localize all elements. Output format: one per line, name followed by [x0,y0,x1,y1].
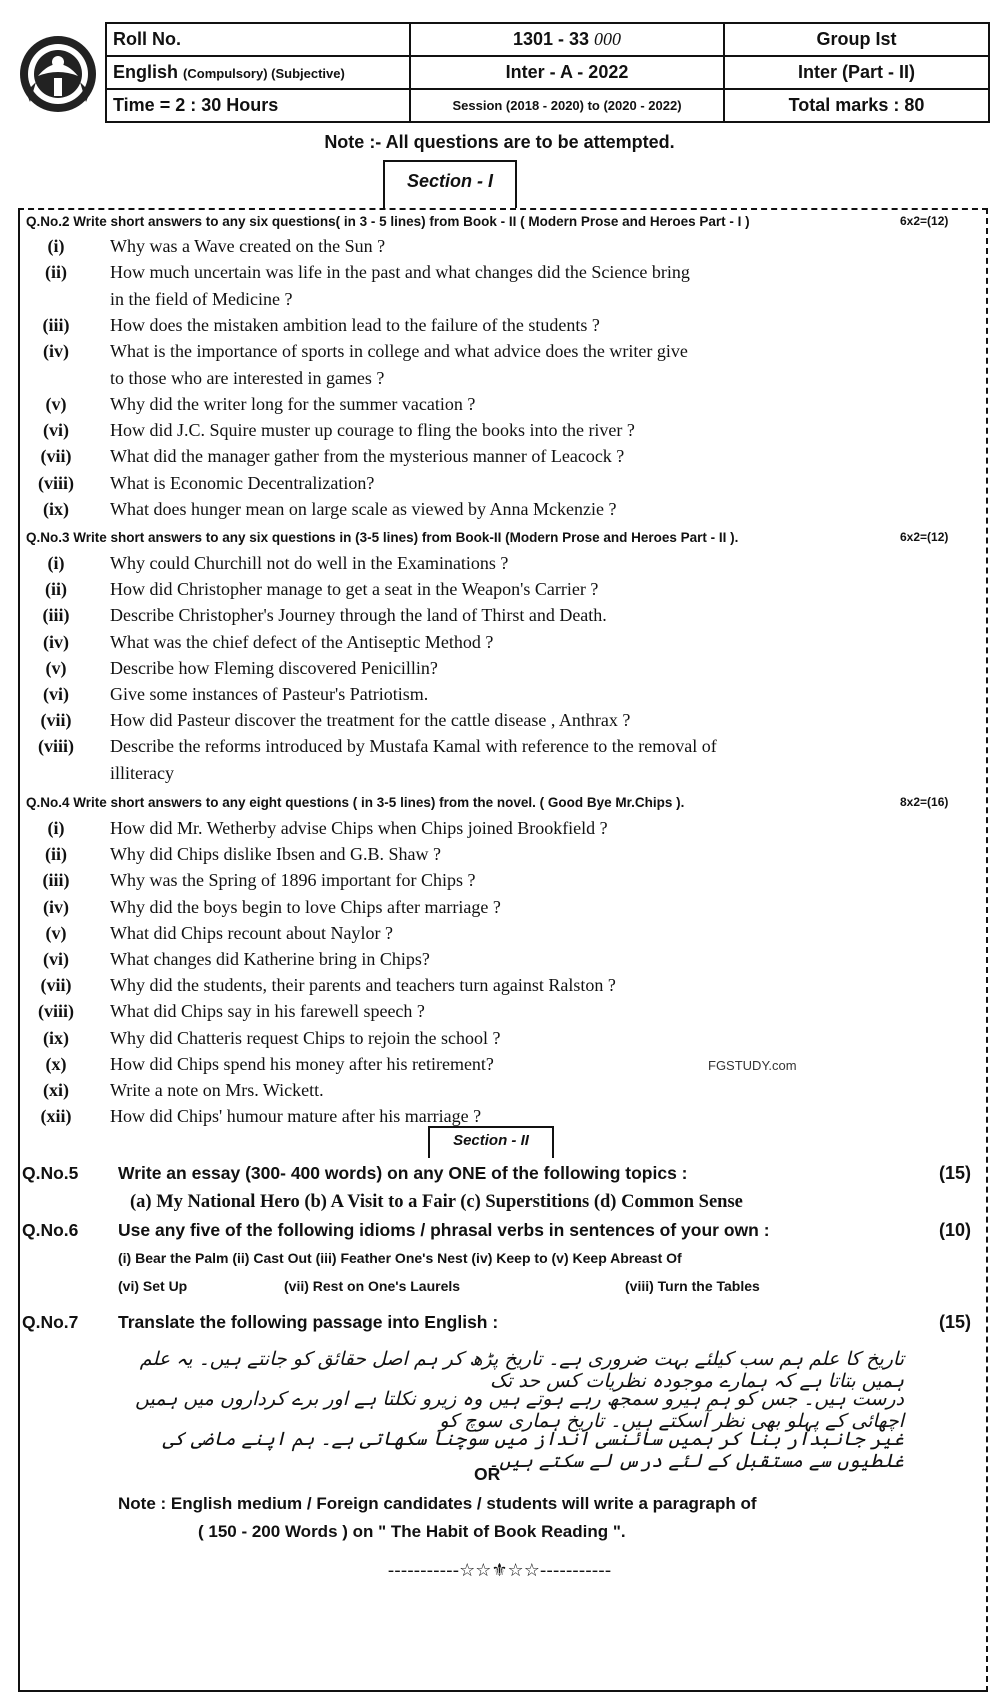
q4-item-text: How did Chips' humour mature after his marriage ? [110,1106,482,1127]
section-2-heading: Section - II [428,1126,554,1158]
q2-item-number: (iii) [42,314,70,335]
q3-item-text: illiteracy [110,762,174,783]
q4-marks: 8x2=(16) [900,795,949,809]
q4-item-text: How did Mr. Wetherby advise Chips when Chips joined Brookfield ? [110,818,608,838]
roll-label: Roll No. [106,23,410,56]
group: Group Ist [724,23,989,56]
q5-text: Write an essay (300- 400 words) on any ONE of the following topics : [118,1163,688,1183]
q4-heading: Q.No.4 Write short answers to any eight questions ( in 3-5 lines) from the novel. ( Good Bye Mr.Chips ). [26,795,685,810]
q2-item-number: (vii) [40,446,72,467]
q4-item-number: (v) [45,922,67,943]
q4-item-text: Why did Chips dislike Ibsen and G.B. Shaw ? [110,844,441,865]
urdu-line-1: تاریخ کا علم ہم سب کیلئے بہت ضروری ہے۔ تاریخ پڑھ کر ہم اصل حقائق کو جانتے ہیں۔ یہ علم ہمیں بتاتا ہے کہ ہمارے موجودہ نظریات کس حد تک [139,1348,904,1392]
q2-item-text: Why was a Wave created on the Sun ? [110,236,386,256]
q7-label: Q.No.7 [22,1312,79,1332]
q2-item-text: How did J.C. Squire muster up courage to fling the books into the river ? [110,420,635,441]
q3-item-text: Describe the reforms introduced by Mustafa Kamal with reference to the removal of [110,736,717,757]
time: Time = 2 : 30 Hours [106,89,410,122]
board-logo [16,32,100,116]
q2-item-text: What did the manager gather from the mysterious manner of Leacock ? [110,446,625,467]
q7-note-line-1: Note : English medium / Foreign candidates / students will write a paragraph of [118,1494,757,1513]
q6-idiom-6: (vi) Set Up [118,1278,188,1294]
q4-item-number: (xi) [43,1080,69,1100]
footer-ornament: -----------☆☆⚜☆☆----------- [387,1560,612,1581]
q2-item-text: How much uncertain was life in the past and what changes did the Science bring [110,262,690,283]
section-1-heading: Section - I [383,160,517,208]
q2-heading: Q.No.2 Write short answers to any six questions( in 3 - 5 lines) from Book - II ( Modern Prose and Heroes Part - I ) [26,214,750,229]
exam-name: Inter - A - 2022 [410,56,724,89]
q3-item-number: (iii) [42,605,70,626]
q3-item-text: Describe how Fleming discovered Penicillin? [110,657,438,678]
general-note: Note :- All questions are to be attempted. [324,132,675,152]
q3-item-text: Describe Christopher's Journey through the land of Thirst and Death. [110,605,607,626]
q2-item-text: What does hunger mean on large scale as viewed by Anna Mckenzie ? [110,499,617,519]
q4-item-number: (iii) [42,870,70,891]
q3-item-number: (ii) [45,579,67,600]
q2-item-number: (v) [45,393,67,414]
q4-item-text: What did Chips recount about Naylor ? [110,922,393,943]
q4-item-number: (ii) [45,844,67,865]
q6-label: Q.No.6 [22,1220,79,1240]
header-table [105,22,990,123]
q2-item-text: to those who are interested in games ? [110,367,385,388]
q7-note-line-2: ( 150 - 200 Words ) on " The Habit of Book Reading ". [198,1522,626,1541]
q2-item-text: in the field of Medicine ? [110,288,293,309]
q3-item-text: Why could Churchill not do well in the Examinations ? [110,553,509,573]
q2-item-number: (vi) [43,420,69,441]
q4-item-number: (x) [45,1053,67,1074]
q4-item-number: (viii) [38,1001,74,1022]
q3-item-number: (i) [47,553,65,573]
q2-item-text: How does the mistaken ambition lead to the failure of the students ? [110,314,600,335]
urdu-line-2: درست ہیں۔ جس کو ہم ہیرو سمجھ رہے ہوتے ہیں وہ زیرو نکلتا ہے اور برے کرداروں میں ہمیں اچھائی کے پہلو بھی نظر آسکتے ہیں۔ تاریخ ہماری سوچ کو [135,1388,904,1432]
session: Session (2018 - 2020) to (2020 - 2022) [410,89,724,122]
q2-marks: 6x2=(12) [900,214,949,228]
q4-item-number: (vi) [43,949,69,969]
q3-item-number: (vi) [43,684,69,704]
q3-item-text: How did Pasteur discover the treatment for the cattle disease , Anthrax ? [110,710,631,731]
q5-marks: (15) [938,1163,971,1183]
q4-item-text: How did Chips spend his money after his retirement? [110,1053,494,1074]
roll-number: 1301 - 33 000 [410,23,724,56]
q4-item-text: Why was the Spring of 1896 important for Chips ? [110,870,476,891]
q6-idiom-7: (vii) Rest on One's Laurels [284,1278,461,1294]
q3-item-text: Give some instances of Pasteur's Patriotism. [110,684,429,704]
q3-item-number: (vii) [40,710,72,731]
watermark: FGSTUDY.com [708,1058,797,1073]
q2-item-number: (iv) [43,341,69,362]
urdu-line-3: غیر جانبدار بنا کر ہمیں سائنسی انداز میں سوچنا سکھاتی ہے۔ ہم اپنے ماضی کی غلطیوں سے مستقبل کے لئے درس لے سکتے ہیں۔ [162,1428,904,1472]
q5-label: Q.No.5 [22,1163,79,1183]
q4-item-text: Why did Chatteris request Chips to rejoin the school ? [110,1027,501,1048]
q3-item-number: (v) [45,657,67,678]
q7-marks: (15) [938,1312,971,1332]
q7-text: Translate the following passage into English : [118,1312,499,1332]
q4-item-number: (i) [47,818,65,838]
q4-item-text: Why did the boys begin to love Chips after marriage ? [110,896,501,917]
q3-item-text: How did Christopher manage to get a seat in the Weapon's Carrier ? [110,579,599,600]
subject: English (Compulsory) (Subjective) [106,56,410,89]
or-label: OR [474,1464,501,1484]
q2-item-number: (ii) [45,262,67,283]
q2-item-text: What is the importance of sports in college and what advice does the writer give [110,341,688,362]
q6-idiom-8: (viii) Turn the Tables [625,1278,760,1294]
total-marks: Total marks : 80 [724,89,989,122]
q4-item-number: (ix) [43,1027,69,1048]
q3-item-number: (iv) [43,631,69,652]
part: Inter (Part - II) [724,56,989,89]
q4-item-text: What did Chips say in his farewell speech ? [110,1001,425,1022]
q2-item-number: (ix) [43,499,69,519]
q4-item-number: (xii) [40,1106,72,1127]
q3-marks: 6x2=(12) [900,530,949,544]
q2-item-number: (i) [47,236,65,256]
q2-item-text: Why did the writer long for the summer vacation ? [110,393,476,414]
q3-item-text: What was the chief defect of the Antiseptic Method ? [110,631,494,652]
q6-marks: (10) [938,1220,971,1240]
q4-item-number: (iv) [43,896,69,917]
q3-heading: Q.No.3 Write short answers to any six questions in (3-5 lines) from Book-II (Modern Prose and Heroes Part - II ). [26,530,739,545]
q6-idioms-row1: (i) Bear the Palm (ii) Cast Out (iii) Feather One's Nest (iv) Keep to (v) Keep Abreast Of [118,1250,682,1266]
q4-item-number: (vii) [40,975,72,996]
q2-item-number: (viii) [38,472,74,493]
q4-item-text: Why did the students, their parents and teachers turn against Ralston ? [110,975,616,996]
q2-item-text: What is Economic Decentralization? [110,472,375,493]
q4-item-text: Write a note on Mrs. Wickett. [110,1080,324,1100]
q5-topics: (a) My National Hero (b) A Visit to a Fair (c) Superstitions (d) Common Sense [130,1192,743,1212]
q4-item-text: What changes did Katherine bring in Chips? [110,949,430,969]
q6-text: Use any five of the following idioms / phrasal verbs in sentences of your own : [118,1220,770,1240]
q3-item-number: (viii) [38,736,74,757]
